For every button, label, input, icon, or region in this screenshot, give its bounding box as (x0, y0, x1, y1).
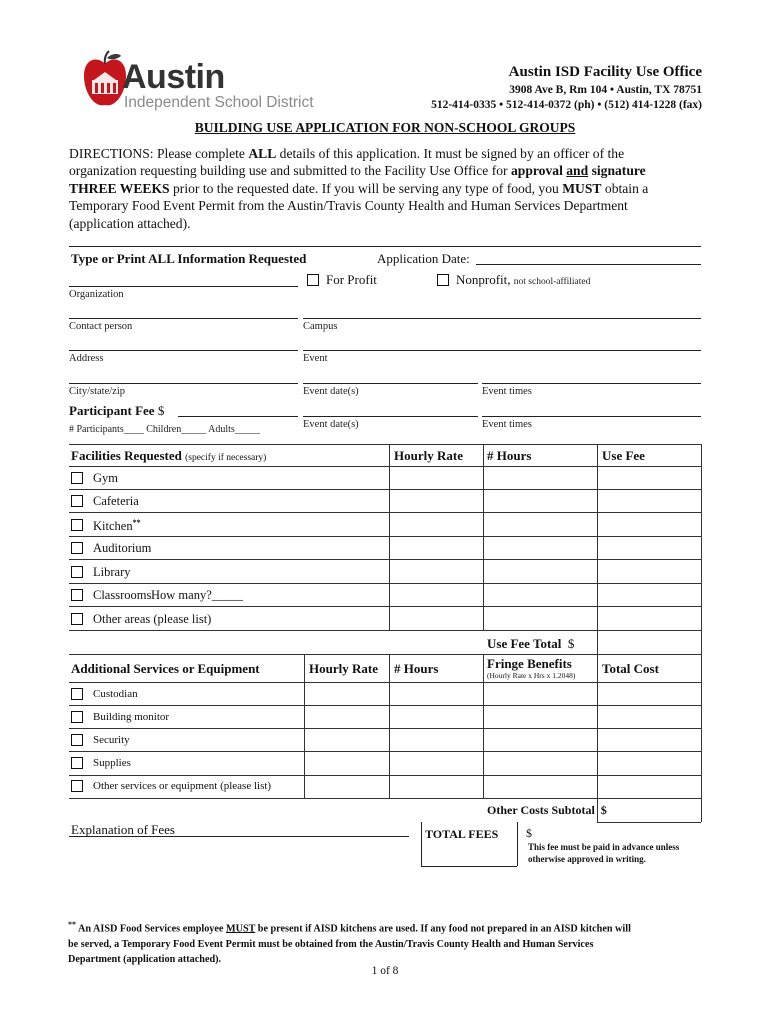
facilities-col-rate: Hourly Rate (394, 448, 463, 463)
auditorium-checkbox[interactable] (71, 542, 83, 554)
facility-other-areas-label: Other areas (please list) (93, 612, 212, 626)
classrooms-how-many[interactable]: How many?_____ (151, 588, 243, 602)
event-times-label-2: Event times (482, 419, 532, 430)
nonprofit-checkbox[interactable] (437, 274, 449, 286)
address-field[interactable] (69, 350, 298, 351)
facilities-header: Facilities Requested (specify if necessary) (71, 448, 267, 463)
service-supplies-label: Supplies (93, 757, 131, 769)
facilities-col-hours: # Hours (487, 448, 532, 463)
form-title: BUILDING USE APPLICATION FOR NON-SCHOOL GROUPS (194, 120, 576, 135)
event-times-field-1[interactable] (482, 383, 701, 384)
event-label: Event (303, 353, 328, 364)
facilities-col-fee: Use Fee (602, 448, 645, 463)
services-col-fringe-note: (Hourly Rate x Hrs x 1.2048) (487, 671, 576, 680)
organization-field[interactable] (69, 286, 298, 287)
service-other-label: Other services or equipment (please list) (93, 780, 272, 792)
gym-checkbox[interactable] (71, 472, 83, 484)
facility-gym-label: Gym (93, 471, 118, 485)
services-header: Additional Services or Equipment (71, 661, 260, 676)
contact-person-label: Contact person (69, 321, 133, 332)
explanation-of-fees-label: Explanation of Fees (71, 822, 175, 837)
contact-person-field[interactable] (69, 318, 298, 319)
page-number: 1 of 8 (371, 965, 399, 977)
event-dates-field-2[interactable] (303, 416, 478, 417)
office-title: Austin ISD Facility Use Office (508, 64, 702, 80)
cafeteria-checkbox[interactable] (71, 495, 83, 507)
office-address: 3908 Ave B, Rm 104 • Austin, TX 78751 (509, 84, 702, 96)
library-checkbox[interactable] (71, 566, 83, 578)
type-print-heading: Type or Print ALL Information Requested (71, 251, 307, 266)
address-label: Address (69, 353, 104, 364)
event-field[interactable] (303, 350, 701, 351)
campus-label: Campus (303, 321, 338, 332)
city-state-zip-field[interactable] (69, 383, 298, 384)
building-monitor-checkbox[interactable] (71, 711, 83, 723)
event-dates-label-2: Event date(s) (303, 419, 359, 430)
service-security-label: Security (93, 734, 130, 746)
other-costs-subtotal-label: Other Costs Subtotal $ (487, 803, 607, 817)
facility-classrooms-label: Classrooms (93, 588, 152, 602)
kitchen-checkbox[interactable] (71, 519, 83, 531)
facility-library-label: Library (93, 565, 131, 579)
explanation-of-fees-field[interactable] (69, 838, 409, 898)
participant-fee-field[interactable] (178, 416, 298, 417)
total-fees-dollar: $ (526, 826, 532, 840)
supplies-checkbox[interactable] (71, 757, 83, 769)
application-date-field[interactable] (476, 264, 701, 265)
total-fees-label: TOTAL FEES (425, 827, 499, 841)
other-areas-checkbox[interactable] (71, 613, 83, 625)
services-col-rate: Hourly Rate (309, 661, 378, 676)
event-times-label-1: Event times (482, 386, 532, 397)
services-col-total: Total Cost (602, 661, 659, 676)
other-services-checkbox[interactable] (71, 780, 83, 792)
classrooms-checkbox[interactable] (71, 589, 83, 601)
facility-cafeteria-label: Cafeteria (93, 494, 139, 508)
service-custodian-label: Custodian (93, 688, 138, 700)
services-col-hours: # Hours (394, 661, 439, 676)
organization-label: Organization (69, 289, 124, 300)
logo-name: Austin (122, 58, 225, 96)
fee-note-2: otherwise approved in writing. (528, 854, 646, 864)
event-dates-field-1[interactable] (303, 383, 478, 384)
services-col-fringe: Fringe Benefits (487, 656, 572, 671)
event-dates-label-1: Event date(s) (303, 386, 359, 397)
event-times-field-2[interactable] (482, 416, 701, 417)
for-profit-label: For Profit (326, 272, 377, 287)
office-phones: 512-414-0335 • 512-414-0372 (ph) • (512) 414-1228 (fax) (431, 99, 702, 111)
security-checkbox[interactable] (71, 734, 83, 746)
custodian-checkbox[interactable] (71, 688, 83, 700)
city-state-zip-label: City/state/zip (69, 386, 125, 397)
fee-note-1: This fee must be paid in advance unless (528, 842, 680, 852)
logo-subtitle: Independent School District (124, 94, 314, 111)
for-profit-checkbox[interactable] (307, 274, 319, 286)
directions: DIRECTIONS: Please complete ALL details of this application. It must be signed by an officer of the organization requesting building use and submitted to the Facility Use Office for approval and signature THREE WEEKS prior to the requested date. If you will be serving any type of food, you MUST obtain a Temporary Food Event Permit from the Austin/Travis County Health and Human Services Department (application attached). (69, 146, 649, 231)
nonprofit-label: Nonprofit, not school-affiliated (456, 272, 591, 287)
campus-field[interactable] (303, 318, 701, 319)
participants-line[interactable]: # Participants____ Children_____ Adults_____ (69, 424, 260, 435)
participant-fee-label: Participant Fee $ (69, 403, 165, 418)
footnote: ** An AISD Food Services employee MUST be present if AISD kitchens are used. If any food not prepared in an AISD kitchen will be served, a Temporary Food Event Permit must be obtained from the Austin/Travis County Health and Human Services Department (application attached). (68, 920, 631, 966)
facility-kitchen-label: Kitchen** (93, 518, 141, 534)
use-fee-total-label: Use Fee Total $ (487, 636, 575, 651)
aisd-logo (80, 50, 320, 112)
service-building-monitor-label: Building monitor (93, 711, 170, 723)
facility-auditorium-label: Auditorium (93, 541, 152, 555)
application-date-label: Application Date: (377, 251, 470, 266)
